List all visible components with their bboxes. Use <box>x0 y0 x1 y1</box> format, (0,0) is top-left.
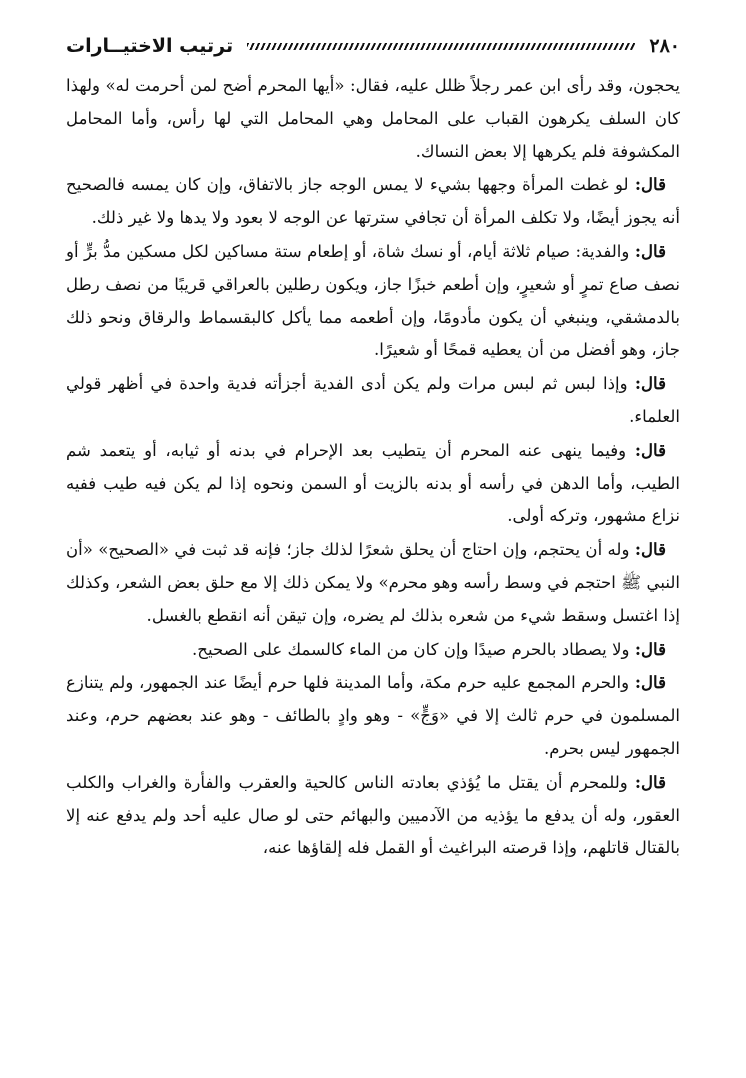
running-title: ترتيب الاختيــارات <box>66 35 234 57</box>
paragraph-text: والحرم المجمع عليه حرم مكة، وأما المدينة فلها حرم أيضًا عند الجمهور، ولم يتنازع المسلمون في حرم ثالث إلا في «وَجٍّ» - وهو وادٍ بالطائف - وهو عند بعضهم حرم، وعند الجمهور ليس بحرم. <box>66 673 680 758</box>
paragraph-text: وفيما ينهى عنه المحرم أن يتطيب بعد الإحرام في بدنه أو ثيابه، أو يتعمد شم الطيب، وأما الدهن في رأسه أو بدنه بالزيت أو السمن ونحوه إذا لم يكن فيه طيب ففيه نزاع مشهور، وتركه أولى. <box>66 440 680 526</box>
paragraph <box>66 434 680 533</box>
paragraph-text: والفدية: صيام ثلاثة أيام، أو نسك شاة، أو إطعام ستة مساكين لكل مسكين مدُّ برٍّ أو نصف صاع تمرٍ أو شعيرٍ، وإن أطعم خبزًا جاز، ويكون رطلين بالعراقي قريبًا من نصف رطل بالدمشقي، وينبغي أن يكون مأدومًا، وإن أطعمه مما يأكل كالبقسماط والرقاق ونحو ذلك جاز، وهو أفضل من أن يعطيه قمحًا أو شعيرًا. <box>66 241 680 360</box>
paragraph <box>66 666 680 765</box>
paragraph-text: يحجون، وقد رأى ابن عمر رجلاً ظلل عليه، فقال: «أيها المحرم أضح لمن أحرمت له» ولهذا كان السلف يكرهون القباب على المحامل وهي المحامل التي لها رأس، وأما المحامل المكشوفة فلم يكرهها إلا بعض النساك. <box>66 76 680 161</box>
qal-label: قال: <box>634 672 666 693</box>
page-header <box>66 30 680 62</box>
qal-label: قال: <box>634 174 666 195</box>
paragraph <box>66 633 680 667</box>
qal-label: قال: <box>634 638 666 659</box>
paragraph-text: وللمحرم أن يقتل ما يُؤذي بعادته الناس كالحية والعقرب والفأرة والغراب والكلب العقور، وله أن يدفع ما يؤذيه من الآدميين والبهائم حتى لو صال عليه أحد ولم يدفع عنه إلا بالقتال قاتلهم، وإذا قرصته البراغيث أو القمل فله إلقاؤها عنه، <box>66 772 680 858</box>
paragraph-text: ولا يصطاد بالحرم صيدًا وإن كان من الماء كالسمك على الصحيح. <box>192 639 635 659</box>
qal-label: قال: <box>634 439 666 460</box>
paragraph-text: وإذا لبس ثم لبس مرات ولم يكن أدى الفدية أجزأته فدية واحدة في أظهر قولي العلماء. <box>66 374 680 426</box>
body-text <box>66 70 680 865</box>
qal-label: قال: <box>634 240 666 261</box>
qal-label: قال: <box>634 373 666 394</box>
paragraph <box>66 533 680 632</box>
paragraph-text: وله أن يحتجم، وإن احتاج أن يحلق شعرًا لذلك جاز؛ فإنه قد ثبت في «الصحيح» «أن النبي ﷺ احتجم في وسط رأسه وهو محرم» ولا يمكن ذلك إلا مع حلق بعض الشعر، وكذلك إذا اغتسل وسقط شيء من شعره بذلك لم يضره، وإن تيقن أنه انقطع بالغسل. <box>66 540 680 625</box>
header-rule <box>247 43 635 50</box>
paragraph-text: لو غطت المرأة وجهها بشيء لا يمس الوجه جاز بالاتفاق، وإن كان يمسه فالصحيح أنه يجوز أيضًا، ولا تكلف المرأة أن تجافي سترتها عن الوجه لا بعود ولا يدها ولا غير ذلك. <box>66 175 680 228</box>
paragraph <box>66 235 680 367</box>
qal-label: قال: <box>634 771 666 792</box>
paragraph <box>66 168 680 235</box>
paragraph <box>66 367 680 434</box>
paragraph <box>66 766 680 865</box>
paragraph <box>66 70 680 168</box>
page-number: ٢٨٠ <box>649 35 680 57</box>
qal-label: قال: <box>634 539 666 560</box>
